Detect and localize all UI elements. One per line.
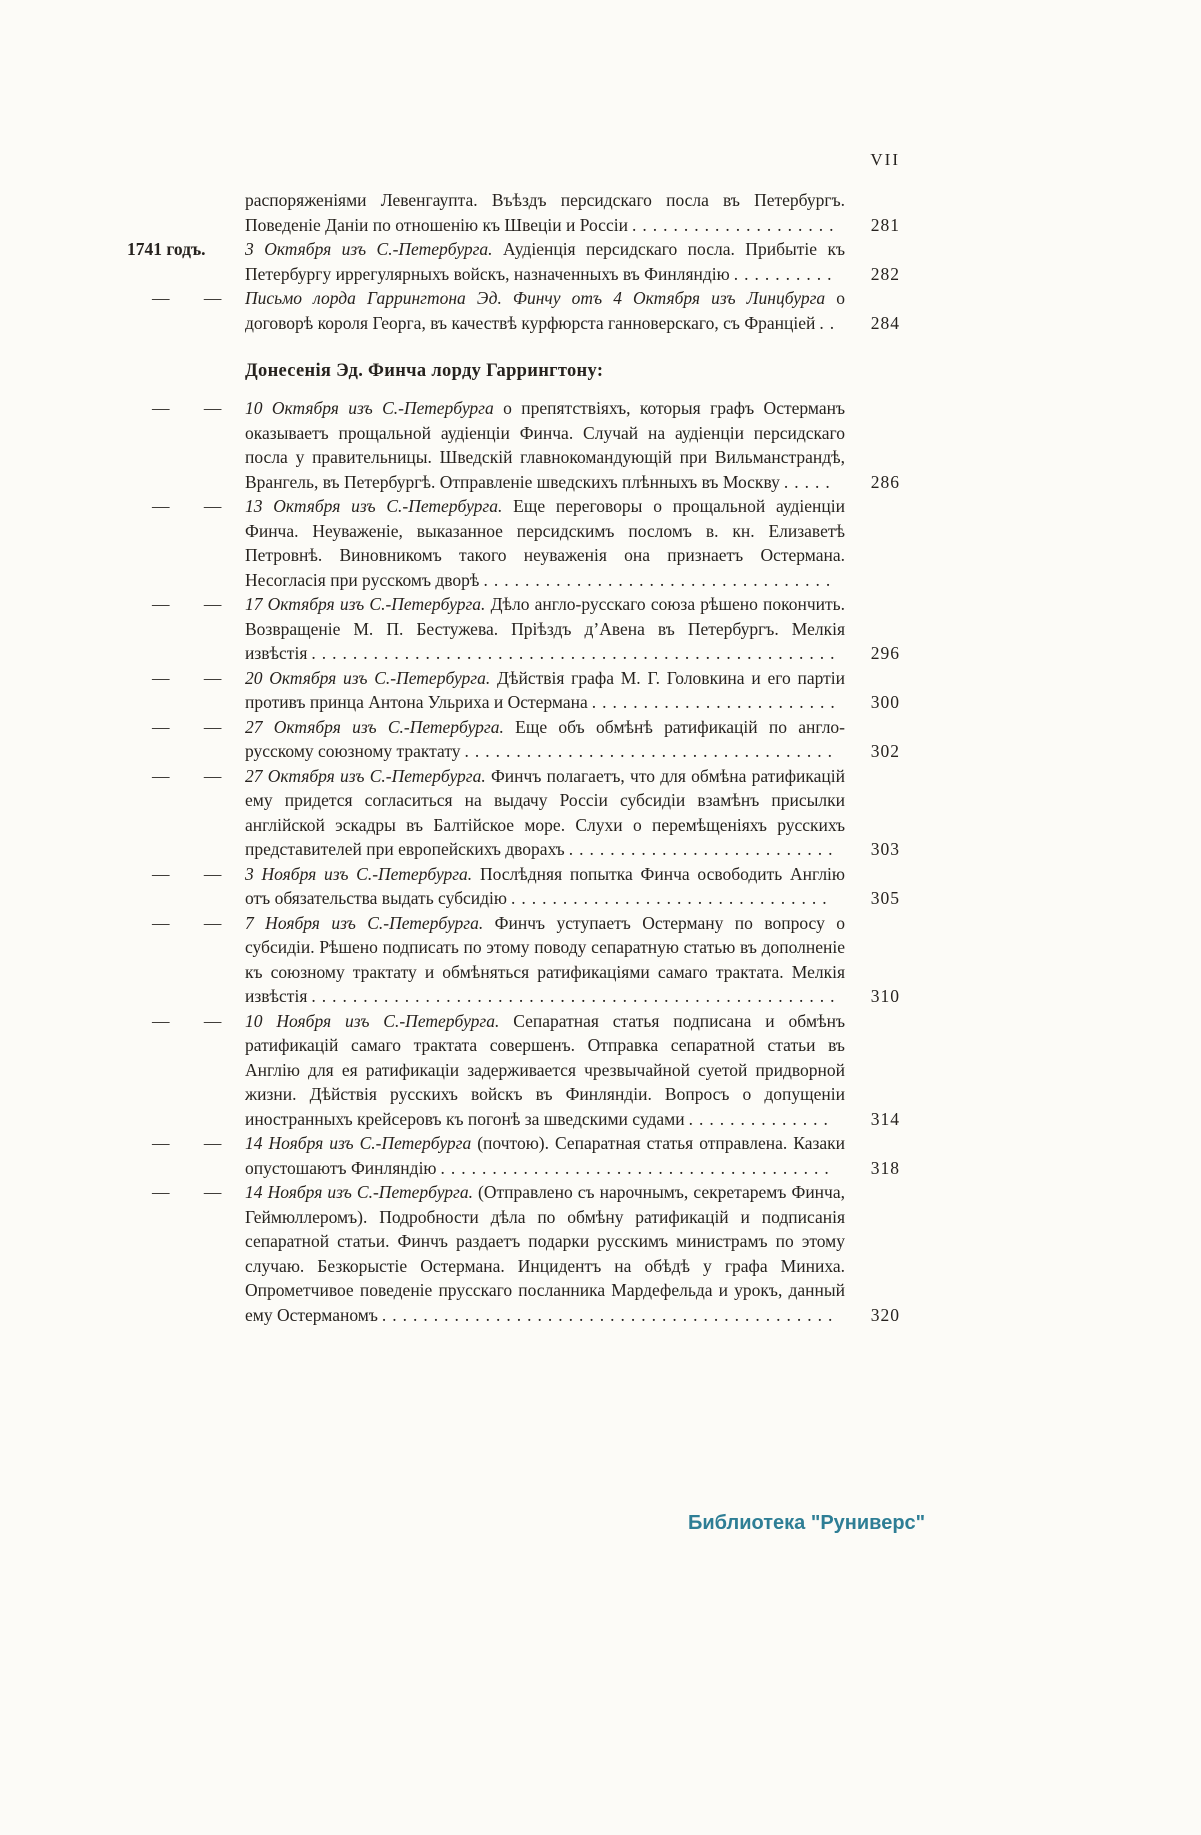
dot-leader-icon: ...................................................	[311, 986, 841, 1006]
dot-leader-icon: ..................................	[483, 569, 837, 590]
dot-leader-icon: ......................................	[440, 1157, 835, 1178]
entry-page-number: 320	[870, 1304, 900, 1325]
dot-leader-icon: ...................................................	[311, 643, 841, 663]
entry-date-lead: 10 Ноября изъ С.-Петербурга.	[245, 1010, 500, 1031]
page-number-folio: VII	[870, 150, 900, 169]
library-watermark: Библиотека "Руниверс"	[688, 1512, 926, 1534]
entry-text: Послѣдняя попытка Финча освободить Англію отъ обязательства выдать субсидію	[245, 863, 845, 908]
entry-margin-marker: — —	[152, 1010, 222, 1031]
entry-page-number: 284	[870, 312, 900, 333]
toc-entry	[152, 396, 900, 494]
entry-page-number: 318	[870, 1157, 900, 1178]
toc-entry	[152, 862, 900, 911]
entry-text: (Отправлено съ нарочнымъ, секретаремъ Финча, Геймюллеромъ). Подробности дѣла по обмѣну ратификацій и подписанія сепаратной статьи. Финчъ раздаетъ подарки русскимъ министрамъ по этому случаю. Безкорыстіе Остермана. Инцидентъ на обѣдѣ у графа Миниха. Опрометчивое поведеніе прусскаго посланника Мардефельда и урокъ, данный ему Остерманомъ	[245, 1182, 845, 1325]
dot-leader-icon: ...............................	[510, 888, 833, 908]
entry-margin-marker: 1741 годъ.	[127, 239, 206, 259]
dot-leader-icon: ........................	[591, 692, 841, 712]
entry-text: Аудіенція персидскаго посла. Прибытіе къ Петербургу иррегулярныхъ войскъ, назначенныхъ въ Финляндію	[245, 239, 845, 284]
toc-entries-block	[152, 396, 900, 1327]
entry-margin-marker: — —	[152, 398, 222, 418]
entry-page-number: 286	[870, 471, 900, 492]
toc-entry	[152, 1131, 900, 1180]
entry-date-lead: 7 Ноября изъ С.-Петербурга.	[245, 912, 484, 933]
text-column	[127, 150, 900, 1327]
entry-text: о договорѣ короля Георга, въ качествѣ курфюрста ганноверскаго, съ Франціей	[245, 288, 845, 333]
entry-date-lead: 27 Октября изъ С.-Петербурга.	[245, 765, 486, 786]
toc-entry	[152, 494, 846, 592]
entry-text: Еще объ обмѣнѣ ратификацій по англо-русскому союзному трактату	[245, 716, 845, 761]
entry-page-number: 314	[870, 1108, 900, 1129]
dot-leader-icon: ..............	[688, 1108, 834, 1129]
entry-text: Финчъ полагаетъ, что для обмѣна ратификацій ему придется согласиться на выдачу Россіи субсидіи взамѣнъ присылки англійской эскадры въ Балтійское море. Слухи о перемѣщеніяхъ русскихъ представителей при европейскихъ дворахъ	[245, 765, 845, 859]
entry-page-number: 302	[870, 741, 900, 761]
entry-date-lead: 27 Октября изъ С.-Петербурга.	[245, 716, 504, 737]
entry-margin-marker: — —	[152, 1182, 222, 1202]
entry-date-lead: 13 Октября изъ С.-Петербурга.	[245, 496, 503, 516]
section-heading: Донесенія Эд. Финча лорду Гаррингтону:	[245, 361, 604, 381]
dot-leader-icon: ............................................	[381, 1304, 839, 1325]
entry-margin-marker: — —	[152, 1133, 222, 1153]
entry-text: Еще переговоры о прощальной аудіенціи Финча. Неуваженіе, выказанное персидскимъ посломъ в. кн. Елизаветѣ Петровнѣ. Виновникомъ такого неуваженія она признаетъ Остермана. Несогласія при русскомъ дворѣ	[245, 496, 846, 590]
toc-entry	[152, 1180, 900, 1327]
entry-page-number: 300	[870, 692, 900, 712]
entry-text: (почтою). Сепаратная статья отправлена. Казаки опустошаютъ Финляндію	[245, 1133, 846, 1178]
entry-date-lead: 20 Октября изъ С.-Петербурга.	[245, 667, 491, 688]
toc-entry	[245, 188, 900, 237]
toc-entry	[152, 715, 900, 764]
toc-entry	[127, 237, 900, 286]
entry-page-number: 296	[870, 643, 900, 663]
dot-leader-icon: ....................	[631, 214, 840, 235]
entry-text: Дѣйствія графа М. Г. Головкина и его партіи противъ принца Антона Ульриха и Остермана	[245, 667, 845, 712]
entry-text: о препятствіяхъ, которыя графъ Остерманъ оказываетъ прощальной аудіенціи Финча. Случай на аудіенціи персидскаго посла у правительницы. Шведскій главнокомандующій при Вильманстрандѣ, Врангель, въ Петербургѣ. Отправленіе шведскихъ плѣнныхъ въ Москву	[245, 398, 845, 492]
entry-date-lead: 14 Ноября изъ С.-Петербурга.	[245, 1182, 473, 1202]
dot-leader-icon: ..........................	[568, 839, 839, 859]
entry-page-number: 310	[870, 986, 900, 1006]
entry-text: Финчъ уступаетъ Остерману по вопросу о субсидіи. Рѣшено подписать по этому поводу сепаратную статью въ дополненіе къ союзному трактату и обмѣняться ратификаціями самаго трактата. Мелкія извѣстія	[245, 912, 845, 1006]
entry-date-lead: 14 Ноября изъ С.-Петербурга	[245, 1133, 472, 1153]
entry-margin-marker: — —	[152, 863, 222, 884]
toc-entry	[152, 592, 900, 666]
entry-text: Дѣло англо-русскаго союза рѣшено покончить. Возвращеніе М. П. Бестужева. Пріѣздъ д’Авена въ Петербургъ. Мелкія извѣстія	[245, 594, 846, 663]
entry-date-lead: 17 Октября изъ С.-Петербурга.	[245, 594, 486, 614]
entry-date-lead: 3 Ноября изъ С.-Петербурга.	[245, 863, 473, 884]
entry-margin-marker: — —	[152, 716, 222, 737]
entry-margin-marker: — —	[152, 912, 222, 933]
entry-margin-marker: — —	[152, 496, 222, 516]
dot-leader-icon: ..	[819, 312, 841, 333]
entry-page-number: 305	[870, 888, 900, 908]
toc-top-block	[127, 188, 900, 335]
entry-page-number: 303	[870, 839, 900, 859]
entry-date-lead: 10 Октября изъ С.-Петербурга	[245, 398, 494, 418]
entry-margin-marker: — —	[152, 288, 222, 308]
entry-date-lead: Письмо лорда Гаррингтона Эд. Финчу отъ 4 Октября изъ Линцбурга	[245, 288, 826, 308]
dot-leader-icon: ....................................	[464, 741, 839, 761]
entry-text: Сепаратная статья подписана и обмѣнъ ратификацій самаго трактата совершенъ. Отправка сепаратной статьи въ Англію для ея ратификаціи задерживается чрезвычайной суетой придворной жизни. Дѣйствія русскихъ войскъ въ Финляндіи. Вопросъ о допущеніи иностранныхъ крейсеровъ къ погонѣ за шведскими судами	[245, 1010, 845, 1129]
entry-margin-marker: — —	[152, 765, 222, 786]
dot-leader-icon: ..........	[733, 263, 838, 284]
entry-page-number: 281	[870, 214, 900, 235]
entry-page-number: 282	[870, 263, 900, 284]
toc-entry	[152, 764, 900, 862]
toc-entry	[152, 911, 900, 1009]
toc-entry	[152, 286, 900, 335]
entry-margin-marker: — —	[152, 594, 222, 614]
toc-entry	[152, 666, 900, 715]
toc-entry	[152, 1009, 900, 1132]
entry-date-lead: 3 Октября изъ С.-Петербурга.	[245, 239, 493, 259]
entry-margin-marker: — —	[152, 667, 222, 688]
entry-text: распоряженіями Левенгаупта. Въѣздъ персидскаго посла въ Петербургъ. Поведеніе Даніи по отношенію къ Швеціи и Россіи	[245, 190, 845, 235]
dot-leader-icon: .....	[783, 471, 836, 492]
